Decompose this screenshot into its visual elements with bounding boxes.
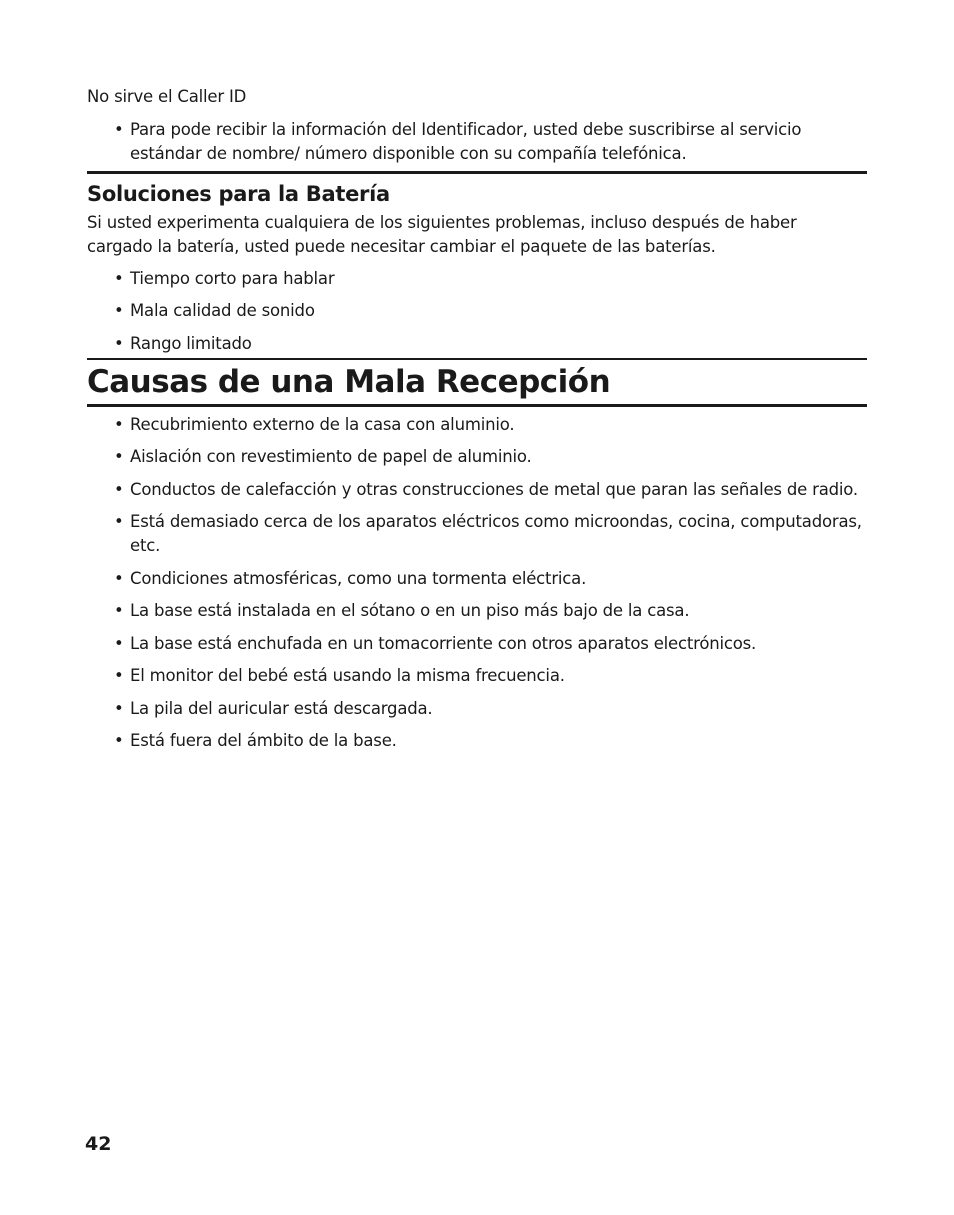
- list-item-text: Aislación con revestimiento de papel de aluminio.: [130, 447, 532, 466]
- section-divider: [87, 171, 867, 174]
- list-item: [87, 632, 867, 656]
- list-item-text: El monitor del bebé está usando la misma frecuencia.: [130, 666, 565, 685]
- reception-list: [87, 413, 867, 754]
- list-item: [87, 445, 867, 469]
- list-item: [87, 118, 867, 166]
- list-item: [87, 510, 867, 558]
- bullet-icon: •: [114, 698, 124, 718]
- bullet-icon: •: [114, 301, 124, 320]
- list-item-text: Está fuera del ámbito de la base.: [130, 731, 397, 750]
- list-item: [87, 267, 867, 291]
- bullet-icon: •: [114, 568, 124, 588]
- bullet-icon: •: [114, 447, 124, 466]
- battery-intro: Si usted experimenta cualquiera de los siguientes problemas, incluso después de haber cargado la batería, usted puede necesitar cambiar el paquete de las baterías.: [87, 212, 797, 256]
- list-item: [87, 478, 867, 502]
- bullet-icon: •: [114, 268, 124, 288]
- battery-section: [87, 180, 867, 356]
- list-item-text: Condiciones atmosféricas, como una tormenta eléctrica.: [130, 568, 587, 588]
- list-item: [87, 332, 867, 356]
- bullet-icon: •: [114, 120, 124, 139]
- bullet-icon: •: [114, 601, 124, 620]
- caller-id-title: No sirve el Caller ID: [87, 87, 247, 106]
- page-content: [87, 85, 867, 762]
- bullet-icon: •: [114, 633, 124, 653]
- list-item: [87, 299, 867, 323]
- list-item-text: Mala calidad de sonido: [130, 301, 315, 320]
- bullet-icon: •: [114, 731, 124, 750]
- reception-heading: Causas de una Mala Recepción: [87, 363, 611, 400]
- bullet-icon: •: [114, 479, 124, 499]
- list-item-text: Está demasiado cerca de los aparatos eléctricos como microondas, cocina, computadoras, etc.: [130, 512, 862, 555]
- bullet-icon: •: [114, 333, 124, 353]
- list-item: [87, 413, 867, 437]
- list-item: [87, 664, 867, 688]
- list-item: [87, 729, 867, 753]
- list-item: [87, 697, 867, 721]
- list-item-text: Recubrimiento externo de la casa con aluminio.: [130, 414, 515, 434]
- list-item-text: La pila del auricular está descargada.: [130, 698, 433, 718]
- page-number: 42: [85, 1133, 112, 1155]
- list-item-text: La base está enchufada en un tomacorriente con otros aparatos electrónicos.: [130, 633, 757, 653]
- caller-id-list: [87, 118, 867, 166]
- list-item-text: Rango limitado: [130, 333, 252, 353]
- bullet-icon: •: [114, 512, 124, 531]
- list-item-text: La base está instalada en el sótano o en un piso más bajo de la casa.: [130, 601, 690, 620]
- bullet-icon: •: [114, 414, 124, 434]
- list-item-text: Tiempo corto para hablar: [130, 268, 335, 288]
- battery-list: [87, 267, 867, 356]
- list-item: [87, 599, 867, 623]
- list-item-text: Conductos de calefacción y otras construcciones de metal que paran las señales de radio.: [130, 479, 858, 499]
- list-item-text: Para pode recibir la información del Identificador, usted debe suscribirse al servicio estándar de nombre/ número disponible con su compañía telefónica.: [130, 120, 802, 163]
- reception-section: [87, 360, 867, 754]
- caller-id-section: [87, 85, 867, 166]
- bullet-icon: •: [114, 666, 124, 685]
- list-item: [87, 567, 867, 591]
- battery-heading: Soluciones para la Batería: [87, 181, 390, 206]
- heading-underline: [87, 404, 867, 407]
